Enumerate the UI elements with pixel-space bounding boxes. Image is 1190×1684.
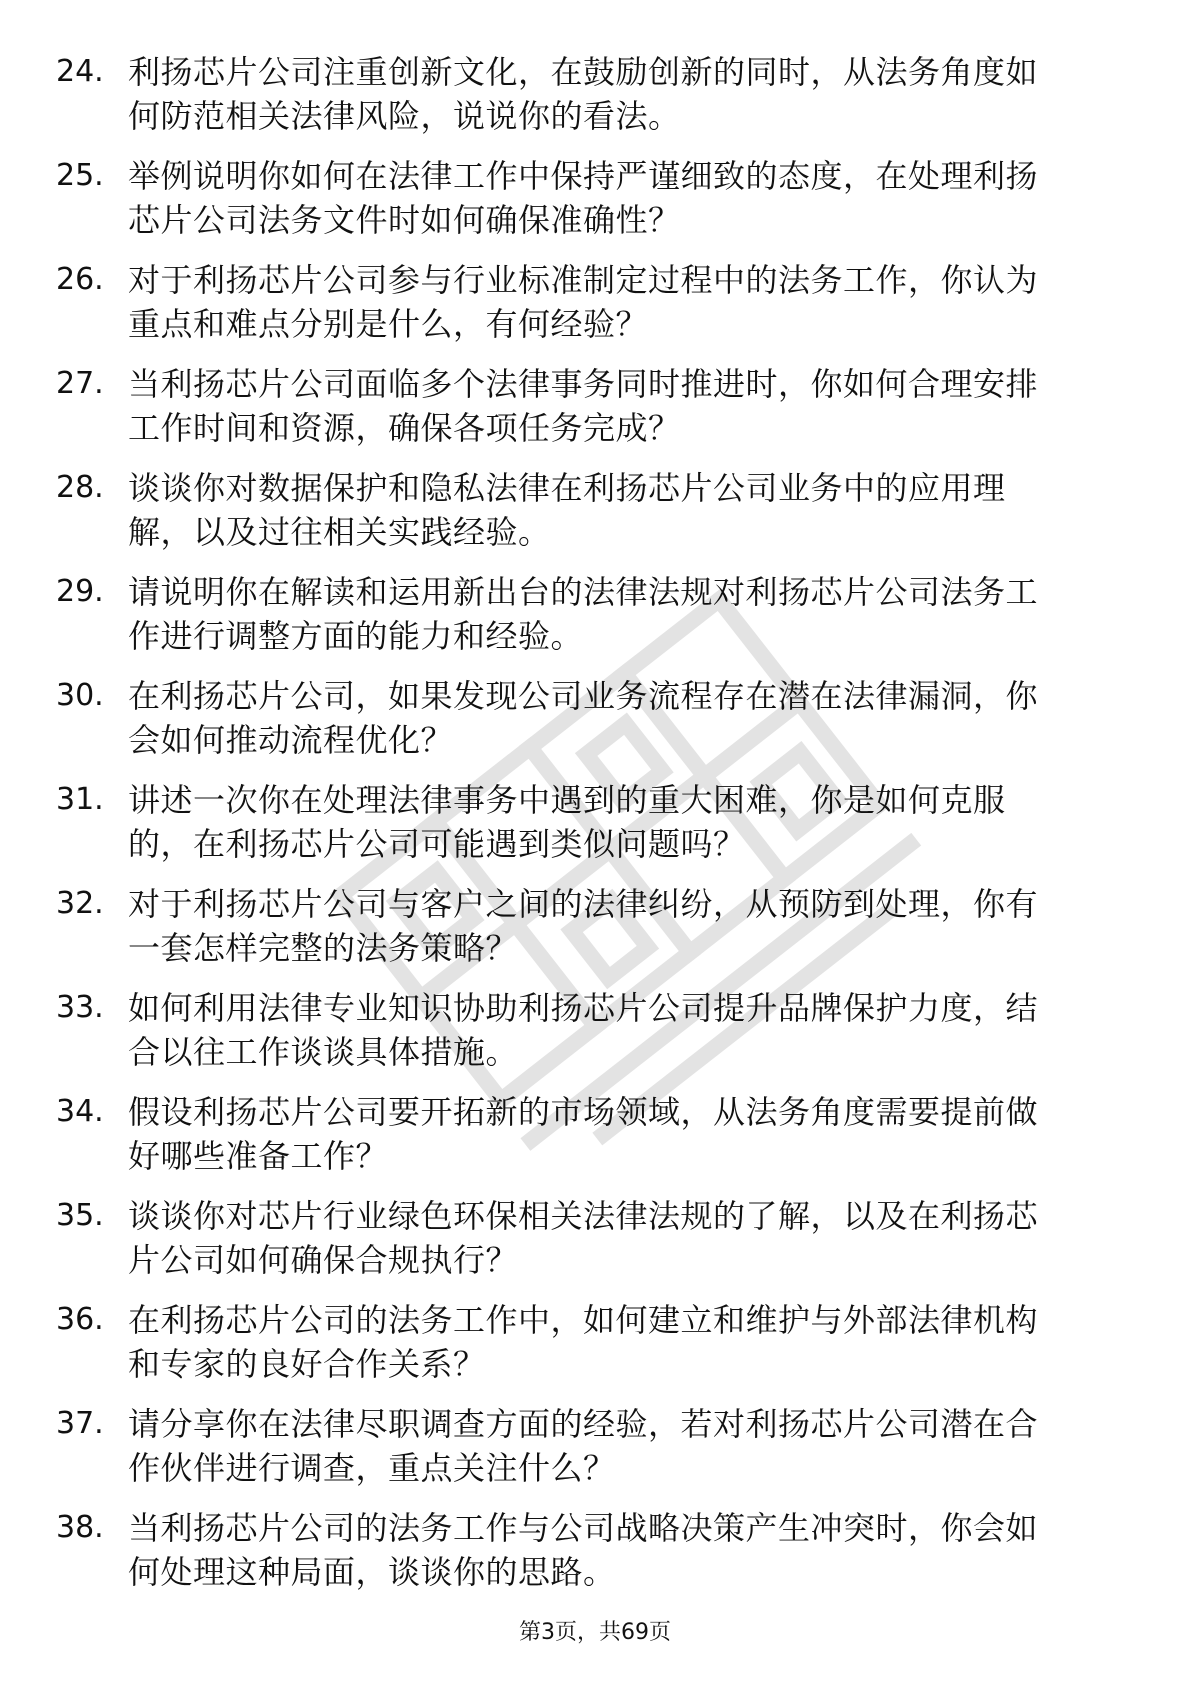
question-text-line: 谈谈你对数据保护和隐私法律在利扬芯片公司业务中的应用理 xyxy=(128,469,1006,507)
question-item xyxy=(0,154,1190,258)
question-text-line: 和专家的良好合作关系？ xyxy=(128,1345,486,1383)
question-text-line: 对于利扬芯片公司与客户之间的法律纠纷，从预防到处理，你有 xyxy=(128,885,1039,923)
question-text-line: 请分享你在法律尽职调查方面的经验，若对利扬芯片公司潜在合 xyxy=(128,1405,1039,1443)
question-item xyxy=(0,362,1190,466)
question-text-line: 好哪些准备工作？ xyxy=(128,1137,389,1175)
question-text xyxy=(128,882,1118,970)
question-number: 30. xyxy=(56,678,104,713)
question-number: 36. xyxy=(56,1302,104,1337)
question-text-line: 何处理这种局面，谈谈你的思路。 xyxy=(128,1553,616,1591)
question-text-line: 重点和难点分别是什么，有何经验？ xyxy=(128,305,649,343)
question-text-line: 举例说明你如何在法律工作中保持严谨细致的态度，在处理利扬 xyxy=(128,157,1039,195)
page-footer: 第3页，共69页 xyxy=(519,1620,671,1645)
question-number: 29. xyxy=(56,574,104,609)
question-text-line: 利扬芯片公司注重创新文化，在鼓励创新的同时，从法务角度如 xyxy=(128,53,1039,91)
question-number: 24. xyxy=(56,54,104,89)
question-text xyxy=(128,258,1118,346)
question-text-line: 芯片公司法务文件时如何确保准确性？ xyxy=(128,201,681,239)
question-text-line: 合以往工作谈谈具体措施。 xyxy=(128,1033,519,1071)
question-text xyxy=(128,986,1118,1074)
question-item xyxy=(0,882,1190,986)
question-text-line: 一套怎样完整的法务策略？ xyxy=(128,929,519,967)
question-text-line: 工作时间和资源，确保各项任务完成？ xyxy=(128,409,681,447)
question-number: 35. xyxy=(56,1198,104,1233)
question-text-line: 解，以及过往相关实践经验。 xyxy=(128,513,551,551)
question-text-line: 讲述一次你在处理法律事务中遇到的重大困难，你是如何克服 xyxy=(128,781,1006,819)
question-text-line: 对于利扬芯片公司参与行业标准制定过程中的法务工作，你认为 xyxy=(128,261,1039,299)
question-text xyxy=(128,570,1118,658)
question-number: 26. xyxy=(56,262,104,297)
question-text xyxy=(128,1506,1118,1594)
question-text xyxy=(128,1402,1118,1490)
question-text xyxy=(128,778,1118,866)
question-text-line: 假设利扬芯片公司要开拓新的市场领域，从法务角度需要提前做 xyxy=(128,1093,1039,1131)
question-number: 37. xyxy=(56,1406,104,1441)
question-item xyxy=(0,1506,1190,1610)
question-text xyxy=(128,1194,1118,1282)
question-text-line: 在利扬芯片公司的法务工作中，如何建立和维护与外部法律机构 xyxy=(128,1301,1039,1339)
question-text xyxy=(128,362,1118,450)
question-item xyxy=(0,1298,1190,1402)
question-item xyxy=(0,466,1190,570)
question-item xyxy=(0,1402,1190,1506)
question-text-line: 作伙伴进行调查，重点关注什么？ xyxy=(128,1449,616,1487)
question-text-line: 如何利用法律专业知识协助利扬芯片公司提升品牌保护力度，结 xyxy=(128,989,1039,1027)
question-text-line: 当利扬芯片公司的法务工作与公司战略决策产生冲突时，你会如 xyxy=(128,1509,1039,1547)
question-list xyxy=(0,50,1190,1610)
question-item xyxy=(0,258,1190,362)
question-text xyxy=(128,466,1118,554)
question-item xyxy=(0,1090,1190,1194)
question-item xyxy=(0,986,1190,1090)
question-text-line: 在利扬芯片公司，如果发现公司业务流程存在潜在法律漏洞，你 xyxy=(128,677,1039,715)
question-text xyxy=(128,154,1118,242)
question-number: 32. xyxy=(56,886,104,921)
question-text xyxy=(128,674,1118,762)
question-text-line: 会如何推动流程优化？ xyxy=(128,721,454,759)
question-text-line: 当利扬芯片公司面临多个法律事务同时推进时，你如何合理安排 xyxy=(128,365,1039,403)
question-number: 38. xyxy=(56,1510,104,1545)
question-item xyxy=(0,570,1190,674)
question-text-line: 谈谈你对芯片行业绿色环保相关法律法规的了解，以及在利扬芯 xyxy=(128,1197,1039,1235)
question-item xyxy=(0,674,1190,778)
question-number: 28. xyxy=(56,470,104,505)
question-number: 31. xyxy=(56,782,104,817)
question-text-line: 的，在利扬芯片公司可能遇到类似问题吗？ xyxy=(128,825,746,863)
question-number: 27. xyxy=(56,366,104,401)
question-text-line: 片公司如何确保合规执行？ xyxy=(128,1241,519,1279)
question-text xyxy=(128,1090,1118,1178)
question-item xyxy=(0,1194,1190,1298)
question-text-line: 请说明你在解读和运用新出台的法律法规对利扬芯片公司法务工 xyxy=(128,573,1039,611)
question-number: 33. xyxy=(56,990,104,1025)
question-text-line: 何防范相关法律风险，说说你的看法。 xyxy=(128,97,681,135)
question-text xyxy=(128,1298,1118,1386)
question-text xyxy=(128,50,1118,138)
question-item xyxy=(0,778,1190,882)
question-number: 34. xyxy=(56,1094,104,1129)
question-text-line: 作进行调整方面的能力和经验。 xyxy=(128,617,584,655)
question-number: 25. xyxy=(56,158,104,193)
question-item xyxy=(0,50,1190,154)
